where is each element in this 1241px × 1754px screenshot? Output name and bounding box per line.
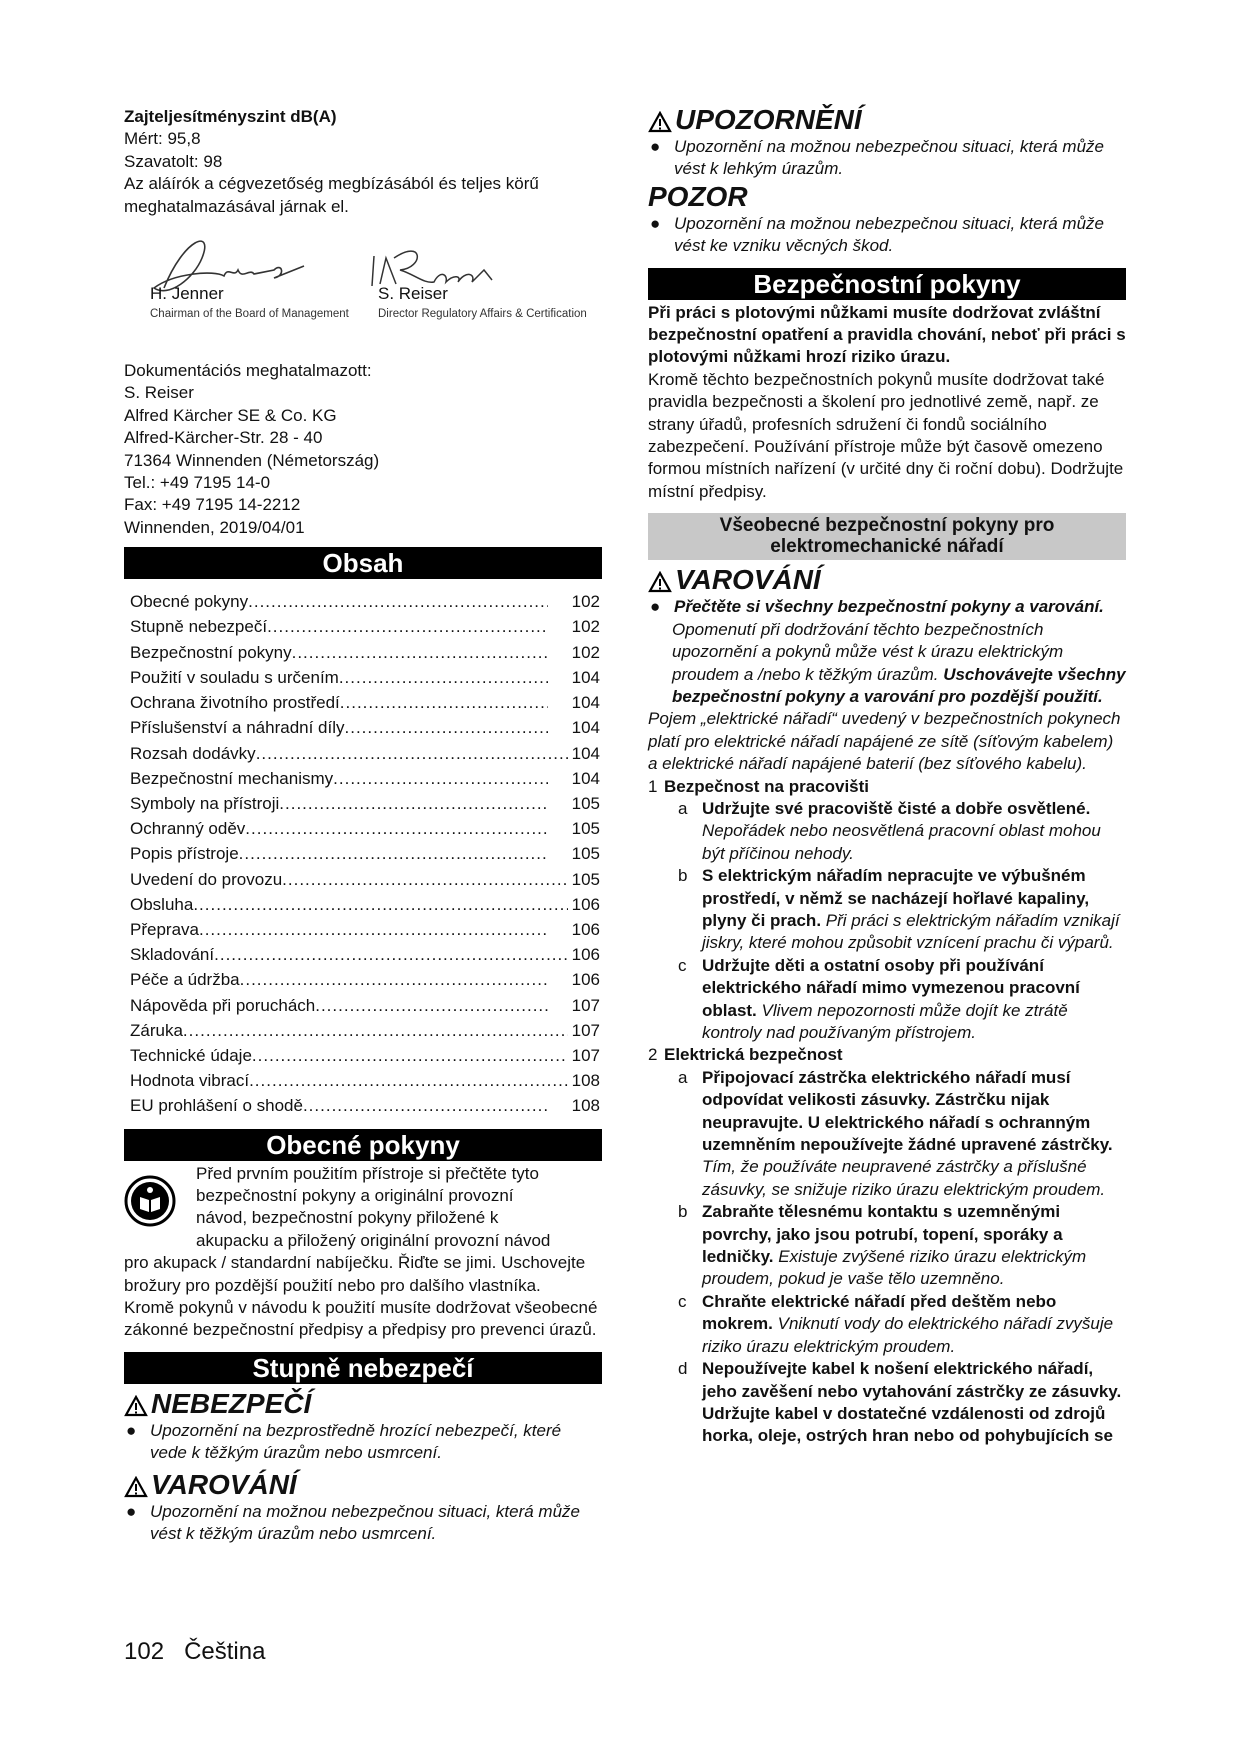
warning-heading: VAROVÁNÍ: [648, 564, 1126, 596]
address-line: 71364 Winnenden (Németország): [124, 450, 380, 470]
notice-bullet: ● Upozornění na možnou nebezpečnou situaci, která může vést ke vzniku věcných škod.: [650, 213, 1104, 256]
general-line: bezpečnostní pokyny a originální provozní: [196, 1185, 514, 1205]
general-line: Před prvním použitím přístroje si přečtěte tyto: [196, 1163, 539, 1183]
danger-heading: NEBEZPEČÍ: [124, 1388, 602, 1420]
omit-text: [648, 619, 1126, 709]
toc-entry[interactable]: Obecné pokyny ..... 102: [130, 589, 600, 614]
signers-note: Az aláírók a cégvezetőség megbízásából és teljes körű meghatalmazásával járnak el.: [124, 174, 539, 216]
keep-all-sentence: Uschovávejte všechny bezpečnostní pokyny a varování pro pozdější použití.: [672, 664, 1126, 706]
caution-heading: UPOZORNĚNÍ: [648, 104, 1126, 136]
noise-heading: Zajteljesítményszint dB(A): [124, 107, 337, 126]
toc-entry[interactable]: Ochranný oděv ..... 105: [130, 816, 600, 841]
toc-entry[interactable]: Symboly na přístroji ..... 105: [130, 791, 600, 816]
section-title-safety: Bezpečnostní pokyny: [648, 268, 1126, 300]
toc-entry[interactable]: Uvedení do provozu ..... 105: [130, 867, 600, 892]
signer-1-role: Chairman of the Board of Management: [150, 308, 349, 321]
toc-title: Obsah: [124, 547, 602, 579]
toc-entry[interactable]: Rozsah dodávky ..... 104: [130, 741, 600, 766]
toc-entry[interactable]: Skladování ..... 106: [130, 942, 600, 967]
toc-entry[interactable]: Popis přístroje ..... 105: [130, 841, 600, 866]
warning-triangle-icon: [124, 1395, 148, 1417]
general-line: návod, bezpečnostní pokyny přiložené k: [196, 1208, 499, 1228]
section-title-general: Obecné pokyny: [124, 1129, 602, 1161]
address-line: Tel.: +49 7195 14-0: [124, 473, 271, 493]
warning-triangle-icon: [648, 571, 672, 593]
address-line: S. Reiser: [124, 383, 194, 403]
address-line: Winnenden, 2019/04/01: [124, 517, 305, 537]
toc-entry[interactable]: Záruka ..... 107: [130, 1018, 600, 1043]
section-title-general-safety: Všeobecné bezpečnostní pokyny pro elektromechanické nářadí: [648, 513, 1126, 560]
address-line: Alfred-Kärcher-Str. 28 - 40: [124, 428, 323, 448]
safety-intro-bold: Při práci s plotovými nůžkami musíte dodržovat zvláštní bezpečnostní opatření a pravidla chování, neboť při práci s plotovými nůžkami hrozí riziko úrazu.: [648, 302, 1126, 367]
rule-item: b S elektrickým nářadím nepracujte ve výbušném prostředí, v němž se nacházejí hořlavé kapaliny, plyny či prach. Při práci s elektrickým nářadím vznikají jiskry, které mohou způsobit vznícení prachu či výparů.: [678, 866, 1120, 953]
toc-entry[interactable]: Bezpečnostní mechanismy ..... 104: [130, 766, 600, 791]
page-number: 102: [124, 1638, 165, 1665]
rule-item: a Udržujte své pracoviště čisté a dobře osvětlené. Nepořádek nebo neosvětlená pracovní oblast mohou být příčinou nehody.: [678, 798, 1101, 863]
toc-entry[interactable]: Přeprava ..... 106: [130, 917, 600, 942]
term-text: Pojem „elektrické nářadí“ uvedený v bezpečnostních pokynech platí pro elektrické nářadí napájené ze sítě (síťovým kabelem) a elektrické nářadí napájené baterií (bez síťového kabelu).: [648, 709, 1121, 774]
section-2-heading: 2 Elektrická bezpečnost: [648, 1045, 843, 1065]
rule-item: c Chraňte elektrické nářadí před deštěm nebo mokrem. Vniknutí vody do elektrického nářadí zvyšuje riziko úrazu elektrickým proudem.: [678, 1291, 1114, 1356]
section-title-danger-levels: Stupně nebezpečí: [124, 1352, 602, 1384]
reiser-signature: [372, 251, 492, 286]
general-rest: pro akupack / standardní nabíječku. Řiďte se jimi. Uschovejte brožury pro pozdější použití nebo pro dalšího vlastníka.: [124, 1253, 586, 1295]
left-column: [124, 106, 602, 1545]
general-p2: Kromě pokynů v návodu k použití musíte dodržovat všeobecné zákonné bezpečnostní předpisy a předpisy pro prevenci úrazů.: [124, 1297, 598, 1340]
omit-sentence: Opomenutí při dodržování těchto bezpečnostních upozornění a pokynů může vést k úrazu elektrickým proudem a /nebo k těžkým úrazům.: [672, 619, 1064, 684]
warning-triangle-icon: [124, 1476, 148, 1498]
warning-triangle-icon: [648, 111, 672, 133]
toc-entry[interactable]: Hodnota vibrací ..... 108: [130, 1068, 600, 1093]
guaranteed-value: Szavatolt: 98: [124, 151, 223, 171]
address-line: Fax: +49 7195 14-2212: [124, 495, 301, 515]
toc-entry[interactable]: Stupně nebezpečí ..... 102: [130, 614, 600, 639]
toc-entry[interactable]: Obsluha ..... 106: [130, 892, 600, 917]
danger-bullet: ● Upozornění na bezprostředně hrozící nebezpečí, které vede k těžkým úrazům nebo usmrcení.: [126, 1420, 562, 1463]
table-of-contents: [130, 589, 600, 1118]
notice-heading: POZOR: [648, 180, 748, 212]
warning-heading: VAROVÁNÍ: [124, 1469, 602, 1501]
toc-entry[interactable]: EU prohlášení o shodě ..... 108: [130, 1093, 600, 1118]
read-all-bullet: ● Přečtěte si všechny bezpečnostní pokyny a varování.: [650, 597, 1104, 617]
toc-entry[interactable]: Bezpečnostní pokyny ..... 102: [130, 640, 600, 665]
warning-bullet: ● Upozornění na možnou nebezpečnou situaci, která může vést k těžkým úrazům nebo usmrcení.: [126, 1501, 580, 1544]
caution-bullet: ● Upozornění na možnou nebezpečnou situaci, která může vést k lehkým úrazům.: [650, 137, 1104, 179]
page-footer: [124, 1638, 265, 1666]
general-line: akupacku a přiložený originální provozní návod: [196, 1230, 551, 1250]
toc-entry[interactable]: Použití v souladu s určením ..... 104: [130, 665, 600, 690]
toc-entry[interactable]: Nápověda při poruchách ..... 107: [130, 993, 600, 1018]
address-line: Alfred Kärcher SE & Co. KG: [124, 405, 337, 425]
toc-entry[interactable]: Péče a údržba ..... 106: [130, 967, 600, 992]
doc-label: Dokumentációs meghatalmazott:: [124, 361, 372, 381]
toc-entry[interactable]: Příslušenství a náhradní díly ..... 104: [130, 715, 600, 740]
measured-value: Mért: 95,8: [124, 129, 201, 149]
signer-2-name: S. Reiser: [378, 284, 448, 304]
signature-block: [124, 218, 602, 360]
general-intro: [124, 1163, 602, 1253]
signer-2-role: Director Regulatory Affairs & Certification: [378, 308, 587, 321]
safety-p2: Kromě těchto bezpečnostních pokynů musíte dodržovat také pravidla bezpečnosti a školení pro jednotlivé země, např. ze strany úřadů, profesních sdružení či fondů sociálního zabezpečení. Používání přístroje může být časově omezeno formou místních nařízení (v určité dny či roční dobu). Dodržujte místní předpisy.: [648, 369, 1124, 501]
toc-entry[interactable]: Ochrana životního prostředí ..... 104: [130, 690, 600, 715]
section-1-heading: 1 Bezpečnost na pracovišti: [648, 776, 870, 796]
signer-1-name: H. Jenner: [150, 284, 224, 304]
toc-entry[interactable]: Technické údaje ..... 107: [130, 1043, 600, 1068]
right-column: [648, 104, 1126, 1448]
rule-item: d Nepoužívejte kabel k nošení elektrického nářadí, jeho zavěšení nebo vytahování zástrčky ze zásuvky. Udržujte kabel v dostatečné vzdálenosti od zdrojů horka, oleje, ostrých hran nebo od pohybujících se: [678, 1359, 1122, 1446]
footer-language: Čeština: [184, 1638, 266, 1665]
rule-item: b Zabraňte tělesnému kontaktu s uzemněnými povrchy, jako jsou potrubí, topení, sporáky a ledničky. Existuje zvýšené riziko úrazu elektrickým proudem, pokud je vaše tělo uzemněno.: [678, 1202, 1087, 1289]
rule-item: c Udržujte děti a ostatní osoby při používání elektrického nářadí mimo vymezenou pracovní oblast. Vlivem nepozornosti může dojít ke ztrátě kontroly nad používaným přístrojem.: [678, 955, 1080, 1042]
rule-item: a Připojovací zástrčka elektrického nářadí musí odpovídat velikosti zásuvky. Zástrčku nijak neupravujte. U elektrického nářadí s ochranným uzemněním nepoužívejte žádné upravené zástrčky. Tím, že používáte neupravené zástrčky a příslušné zásuvky, se snižuje riziko úrazu elektrickým proudem.: [678, 1067, 1113, 1199]
manual-icon: [124, 1163, 196, 1253]
